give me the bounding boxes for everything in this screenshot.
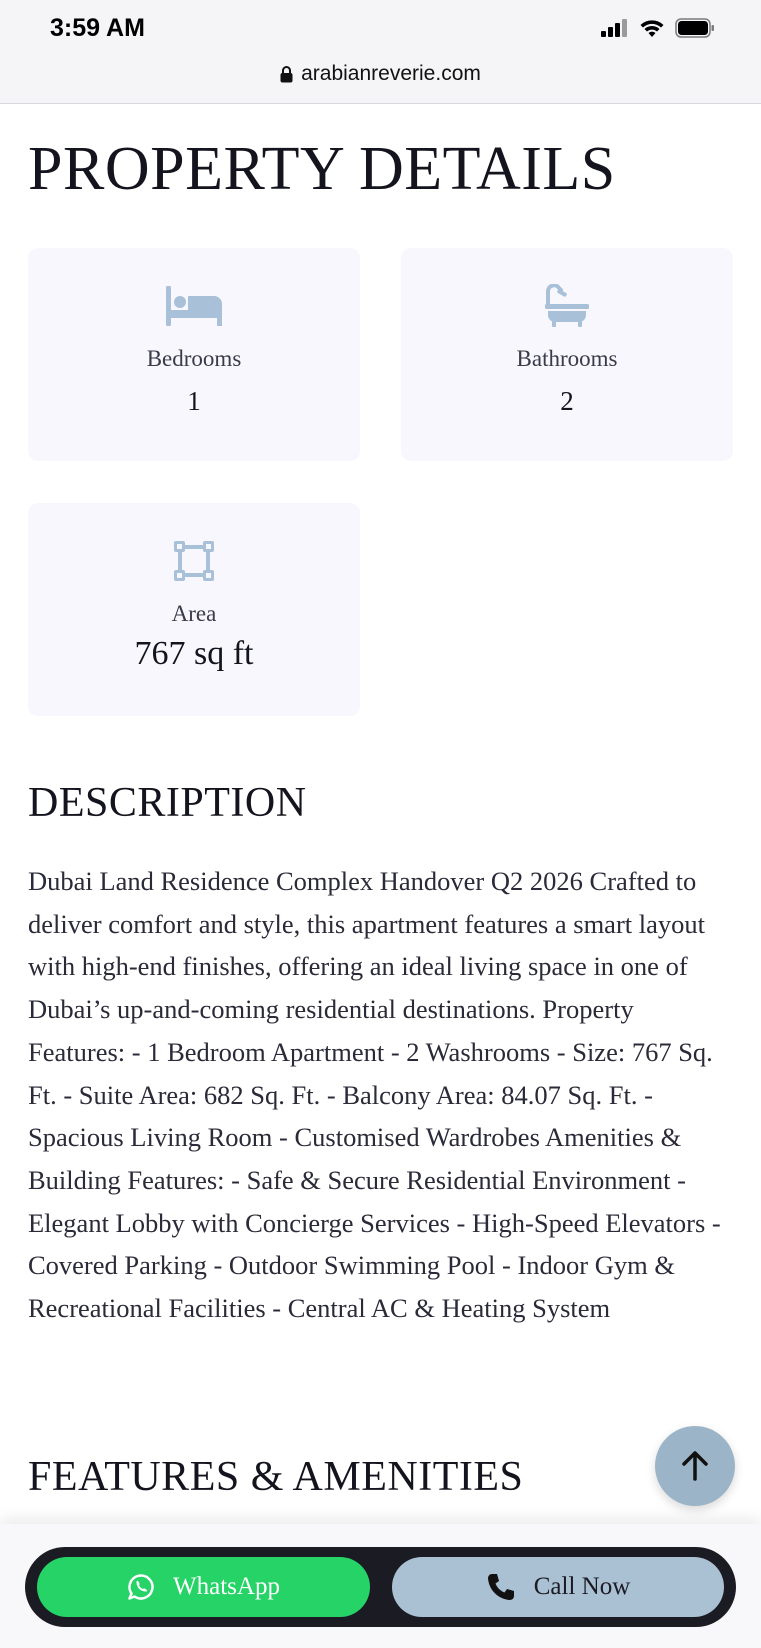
contact-pill [25,1547,736,1627]
property-details-grid [28,248,733,716]
bedrooms-value: 1 [187,386,201,416]
bedrooms-label: Bedrooms [146,346,242,371]
area-card [28,503,360,716]
bathrooms-value: 2 [560,386,574,416]
url-text: arabianreverie.com [301,62,481,85]
area-value: 767 sq ft [134,635,254,672]
description-text: Dubai Land Residence Complex Handover Q2 2026 Crafted to deliver comfort and style, this apartment features a smart layout with high-end finishes, offering an ideal living space in one of Dubai’s up-and-coming residential destinations. Property Features: - 1 Bedroom Apartment - 2 Washrooms - Size: 767 Sq. Ft. - Suite Area: 682 Sq. Ft. - Balcony Area: 84.07 Sq. Ft. - Spacious Living Room - Customised Wardrobes Amenities & Building Features: - Safe & Secure Residential Environment - Elegant Lobby with Concierge Services - High-Speed Elevators - Covered Parking - Outdoor Swimming Pool - Indoor Gym & Recreational Facilities - Central AC & Heating System [28,866,721,1324]
clock: 3:59 AM [50,14,145,42]
bedrooms-card [28,248,360,461]
call-now-label: Call Now [533,1573,631,1600]
system-icons [601,18,715,38]
bathrooms-label: Bathrooms [516,346,618,371]
address-bar[interactable] [0,62,761,86]
scroll-to-top-button[interactable] [655,1426,735,1506]
wifi-icon [639,18,665,38]
bathtub-icon [545,282,589,330]
signal-icon [601,19,629,37]
call-now-button[interactable] [392,1557,724,1617]
area-icon [174,537,214,585]
phone-icon [486,1572,516,1602]
arrow-up-icon [681,1451,709,1481]
whatsapp-icon [127,1573,155,1601]
main-content [28,104,733,1330]
lock-icon [280,65,293,83]
bathrooms-card [401,248,733,461]
description-heading: DESCRIPTION [28,780,307,826]
bed-icon [166,282,222,330]
area-label: Area [171,601,217,626]
property-details-heading: PROPERTY DETAILS [28,135,616,203]
whatsapp-label: WhatsApp [173,1573,280,1600]
whatsapp-button[interactable] [37,1557,370,1617]
features-heading: FEATURES & AMENITIES [28,1454,524,1500]
browser-status-bar [0,0,761,104]
contact-action-bar [0,1524,761,1648]
battery-icon [675,18,715,38]
